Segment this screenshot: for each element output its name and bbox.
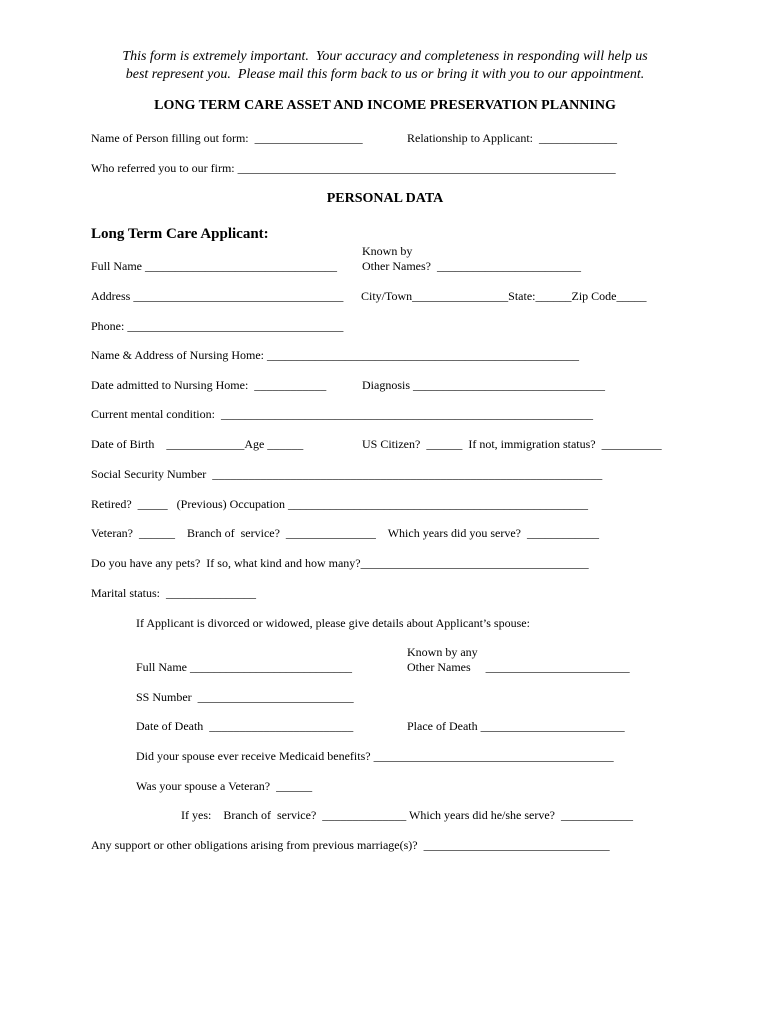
nursing-home-field[interactable]: Name & Address of Nursing Home: ____________________________________________________ [91, 348, 579, 362]
spouse-date-of-death-field[interactable]: Date of Death ________________________ [136, 719, 354, 733]
applicant-phone-field[interactable]: Phone: ____________________________________ [91, 319, 344, 333]
spouse-intro: If Applicant is divorced or widowed, please give details about Applicant’s spouse: [136, 616, 530, 630]
applicant-address-field[interactable]: Address ___________________________________ [91, 289, 344, 303]
person-filling-field[interactable]: Name of Person filling out form: __________________ [91, 131, 363, 145]
applicant-city-state-zip-field[interactable]: City/Town________________State:______Zip Code_____ [361, 289, 647, 303]
citizen-field[interactable]: US Citizen? ______ If not, immigration status? __________ [362, 437, 662, 451]
pets-field[interactable]: Do you have any pets? If so, what kind and how many?______________________________________ [91, 556, 589, 570]
diagnosis-field[interactable]: Diagnosis ________________________________ [362, 378, 605, 392]
section-title: PERSONAL DATA [326, 191, 444, 206]
applicant-heading: Long Term Care Applicant: [91, 226, 269, 242]
spouse-medicaid-field[interactable]: Did your spouse ever receive Medicaid benefits? ________________________________________ [136, 749, 614, 763]
intro-line-1: This form is extremely important. Your accuracy and completeness in responding will help us [122, 49, 648, 64]
applicant-full-name-field[interactable]: Full Name ________________________________ [91, 259, 337, 273]
support-obligations-field[interactable]: Any support or other obligations arising from previous marriage(s)? _______________________________ [91, 838, 610, 852]
spouse-veteran-field[interactable]: Was your spouse a Veteran? ______ [136, 779, 313, 793]
spouse-other-names-field[interactable]: Other Names ________________________ [407, 660, 630, 674]
mental-condition-field[interactable]: Current mental condition: ______________________________________________________________ [91, 407, 593, 421]
date-admitted-field[interactable]: Date admitted to Nursing Home: ____________ [91, 378, 327, 392]
form-title: LONG TERM CARE ASSET AND INCOME PRESERVATION PLANNING [154, 98, 616, 113]
marital-status-field[interactable]: Marital status: _______________ [91, 586, 256, 600]
applicant-other-names-field[interactable]: Other Names? ________________________ [362, 259, 581, 273]
dob-age-field[interactable]: Date of Birth _____________Age ______ [91, 437, 304, 451]
spouse-ss-number-field[interactable]: SS Number __________________________ [136, 690, 354, 704]
referred-field[interactable]: Who referred you to our firm: _______________________________________________________________ [91, 161, 616, 175]
spouse-full-name-field[interactable]: Full Name ___________________________ [136, 660, 352, 674]
veteran-field[interactable]: Veteran? ______ Branch of service? _______________ Which years did you serve? ____________ [91, 526, 599, 540]
intro-line-2: best represent you. Please mail this form back to us or bring it with you to our appointment. [125, 67, 645, 82]
retired-occupation-field[interactable]: Retired? _____ (Previous) Occupation __________________________________________________ [91, 497, 588, 511]
spouse-known-by-label: Known by any [407, 645, 478, 659]
spouse-service-field[interactable]: If yes: Branch of service? ______________ Which years did he/she serve? ____________ [181, 808, 633, 822]
ssn-field[interactable]: Social Security Number _________________________________________________________________ [91, 467, 603, 481]
applicant-known-by-label: Known by [362, 244, 413, 258]
spouse-place-of-death-field[interactable]: Place of Death ________________________ [407, 719, 625, 733]
relationship-field[interactable]: Relationship to Applicant: _____________ [407, 131, 617, 145]
